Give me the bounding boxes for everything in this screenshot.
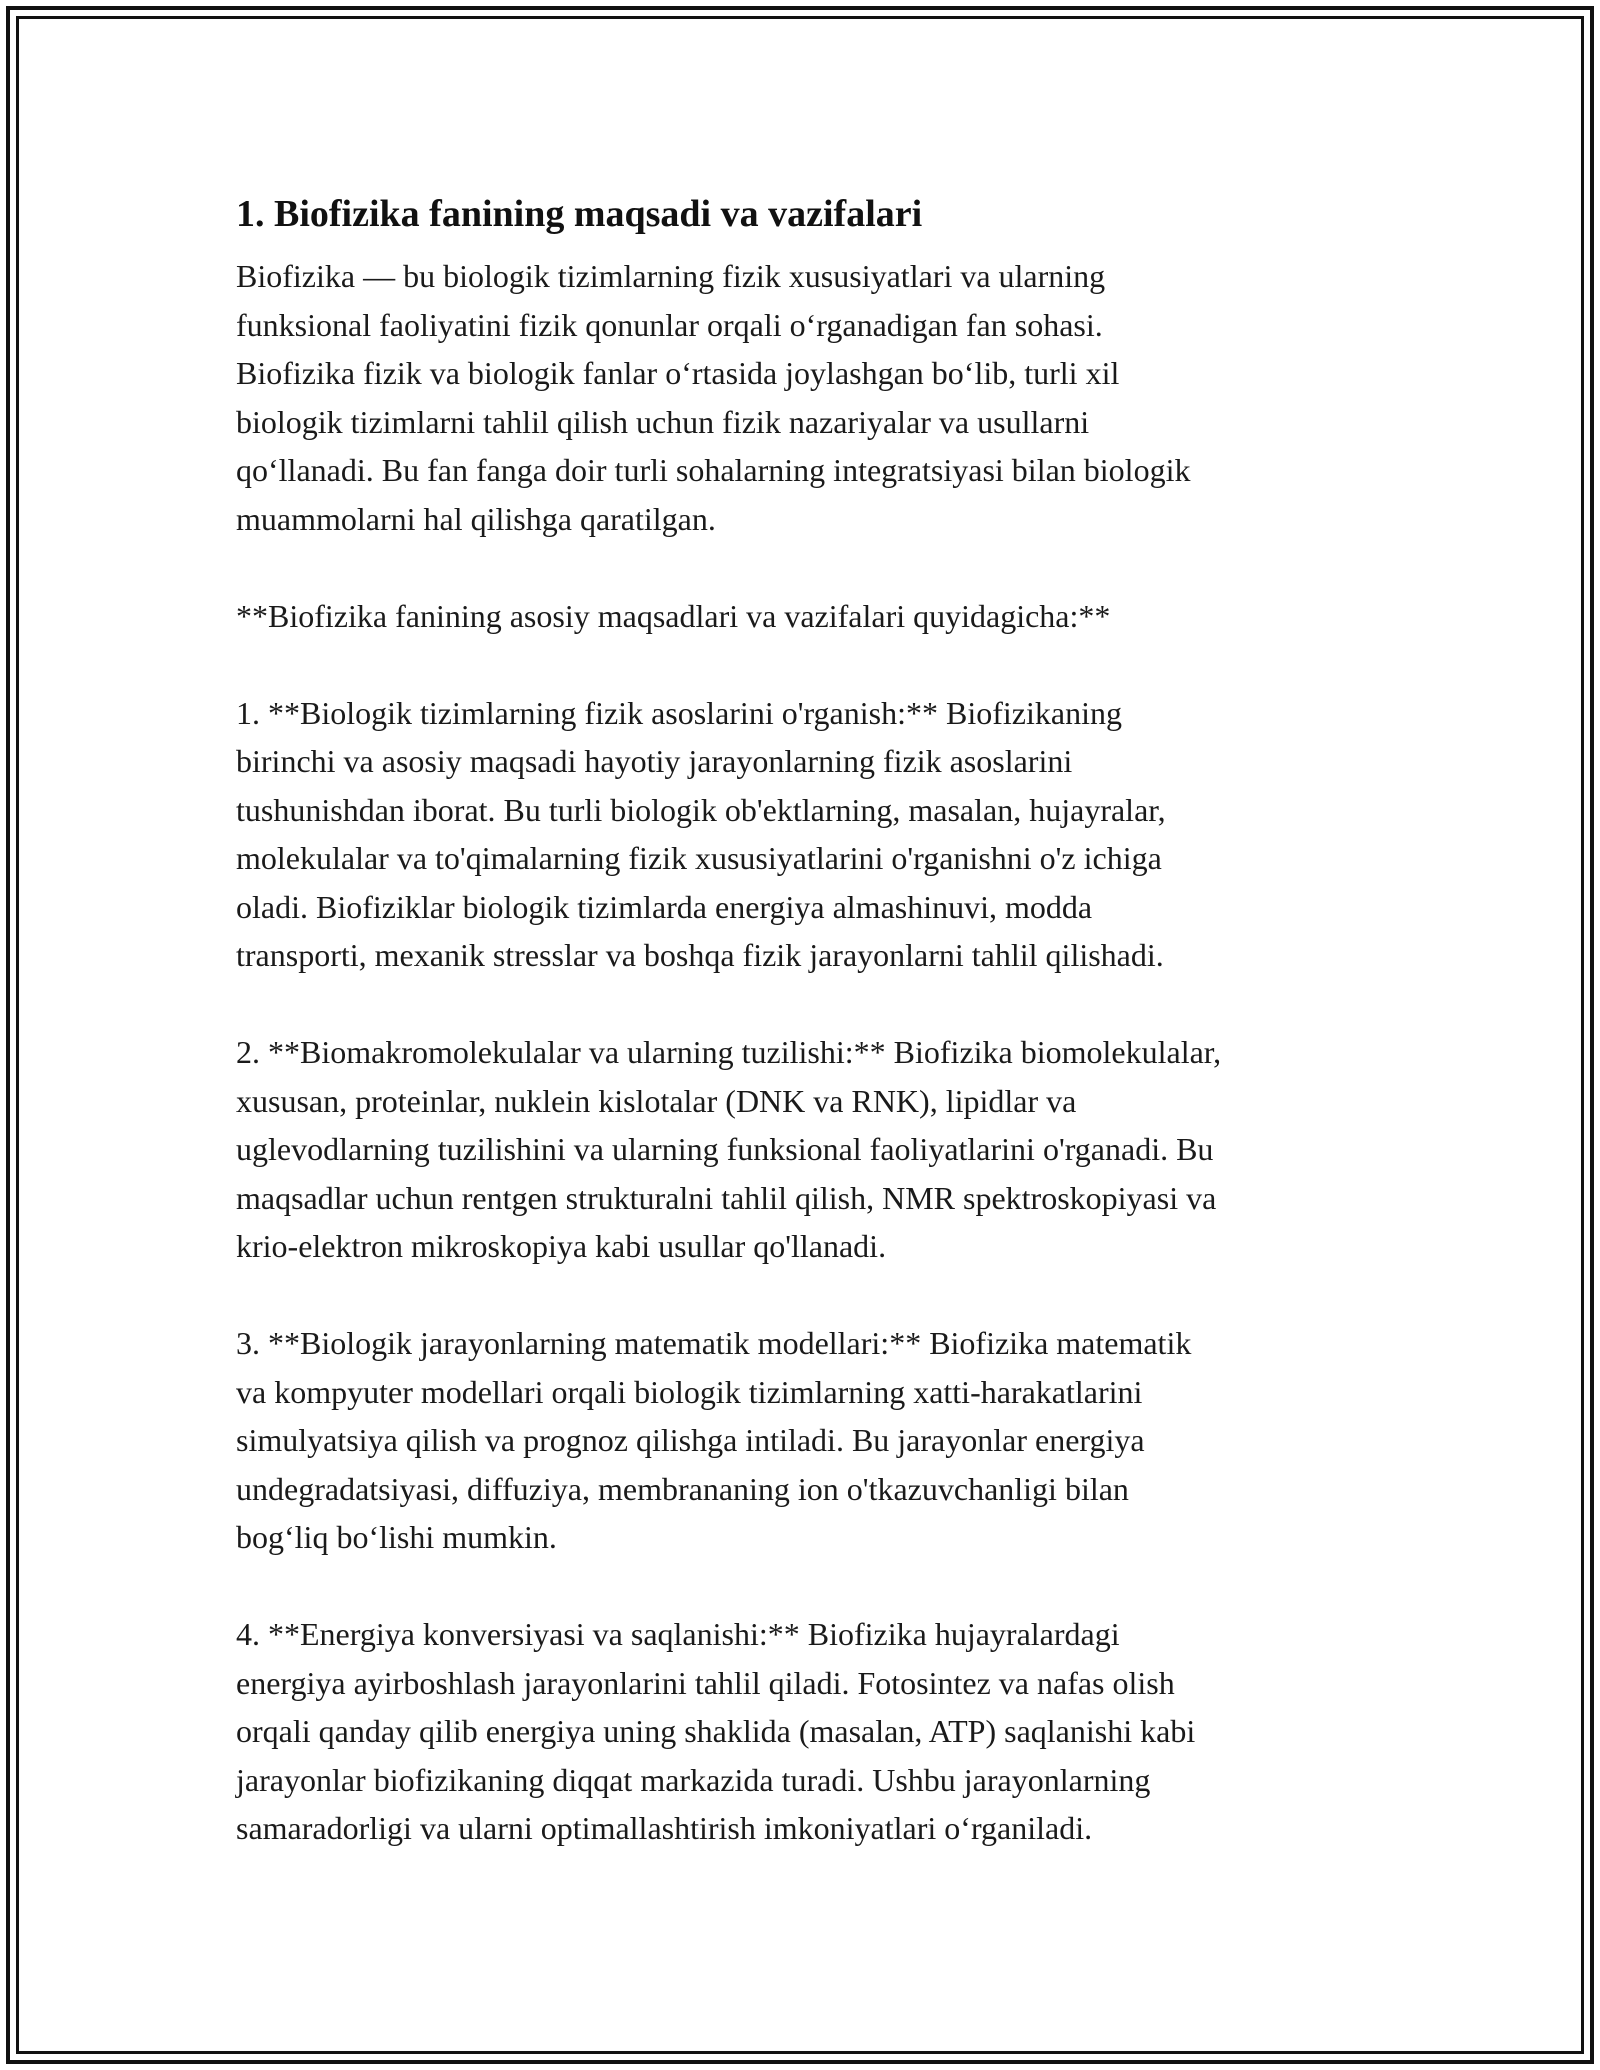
document-title: 1. Biofizika fanining maqsadi va vazifalari xyxy=(236,193,923,235)
paragraph-line: molekulalar va to'qimalarning fizik xususiyatlarini o'rganishni o'z ichiga xyxy=(236,840,1162,876)
paragraph-line: energiya ayirboshlash jarayonlarini tahlil qiladi. Fotosintez va nafas olish xyxy=(236,1664,1175,1701)
document-body xyxy=(236,186,1381,1853)
paragraph xyxy=(236,252,1381,543)
paragraph-line: krio-elektron mikroskopiya kabi usullar qo'llanadi. xyxy=(236,1228,887,1264)
paragraph xyxy=(236,1028,1381,1271)
paragraph-line: samaradorligi va ularni optimallashtirish imkoniyatlari oʻrganiladi. xyxy=(236,1810,1093,1846)
paragraph-line: tushunishdan iborat. Bu turli biologik ob'ektlarning, masalan, hujayralar, xyxy=(236,791,1166,828)
paragraph-line: birinchi va asosiy maqsadi hayotiy jarayonlarning fizik asoslarini xyxy=(236,743,1073,779)
paragraph xyxy=(236,592,1381,641)
paragraph-line: simulyatsiya qilish va prognoz qilishga intiladi. Bu jarayonlar energiya xyxy=(236,1422,1145,1458)
paragraph-line: jarayonlar biofizikaning diqqat markazida turadi. Ushbu jarayonlarning xyxy=(236,1761,1151,1798)
paragraph-line: 1. **Biologik tizimlarning fizik asoslarini o'rganish:** Biofizikaning xyxy=(236,694,1122,731)
paragraph xyxy=(236,1610,1381,1853)
paragraph-line: 2. **Biomakromolekulalar va ularning tuzilishi:** Biofizika biomolekulalar, xyxy=(236,1034,1222,1070)
paragraph-line: undegradatsiyasi, diffuziya, membrananing ion o'tkazuvchanligi bilan xyxy=(236,1470,1129,1507)
paragraph-line: transporti, mexanik stresslar va boshqa fizik jarayonlarni tahlil qilishadi. xyxy=(236,937,1164,973)
paragraph-list xyxy=(236,252,1381,1853)
paragraph-line: 4. **Energiya konversiyasi va saqlanishi:** Biofizika hujayralardagi xyxy=(236,1616,1120,1652)
paragraph-line: **Biofizika fanining asosiy maqsadlari va vazifalari quyidagicha:** xyxy=(236,597,1111,634)
paragraph-line: Biofizika — bu biologik tizimlarning fizik xususiyatlari va ularning xyxy=(236,258,1106,294)
paragraph-line: orqali qanday qilib energiya uning shaklida (masalan, ATP) saqlanishi kabi xyxy=(236,1713,1196,1749)
paragraph-line: maqsadlar uchun rentgen strukturalni tahlil qilish, NMR spektroskopiyasi va xyxy=(236,1179,1217,1216)
paragraph-line: qoʻllanadi. Bu fan fanga doir turli sohalarning integratsiyasi bilan biologik xyxy=(236,452,1191,488)
paragraph xyxy=(236,689,1381,980)
paragraph-line: va kompyuter modellari orqali biologik tizimlarning xatti-harakatlarini xyxy=(236,1373,1143,1410)
paragraph-line: bogʻliq boʻlishi mumkin. xyxy=(236,1519,557,1555)
paragraph-line: biologik tizimlarni tahlil qilish uchun fizik nazariyalar va usullarni xyxy=(236,403,1090,440)
paragraph-line: uglevodlarning tuzilishini va ularning funksional faoliyatlarini o'rganadi. Bu xyxy=(236,1131,1214,1167)
paragraph-line: Biofizika fizik va biologik fanlar oʻrtasida joylashgan boʻlib, turli xil xyxy=(236,355,1120,391)
paragraph-line: funksional faoliyatini fizik qonunlar orqali oʻrganadigan fan sohasi. xyxy=(236,306,1103,343)
paragraph-line: muammolarni hal qilishga qaratilgan. xyxy=(236,500,716,537)
paragraph-line: xususan, proteinlar, nuklein kislotalar (DNK va RNK), lipidlar va xyxy=(236,1082,1077,1119)
paragraph-line: oladi. Biofiziklar biologik tizimlarda energiya almashinuvi, modda xyxy=(236,888,1093,925)
paragraph xyxy=(236,1319,1381,1562)
paragraph-line: 3. **Biologik jarayonlarning matematik modellari:** Biofizika matematik xyxy=(236,1325,1192,1361)
